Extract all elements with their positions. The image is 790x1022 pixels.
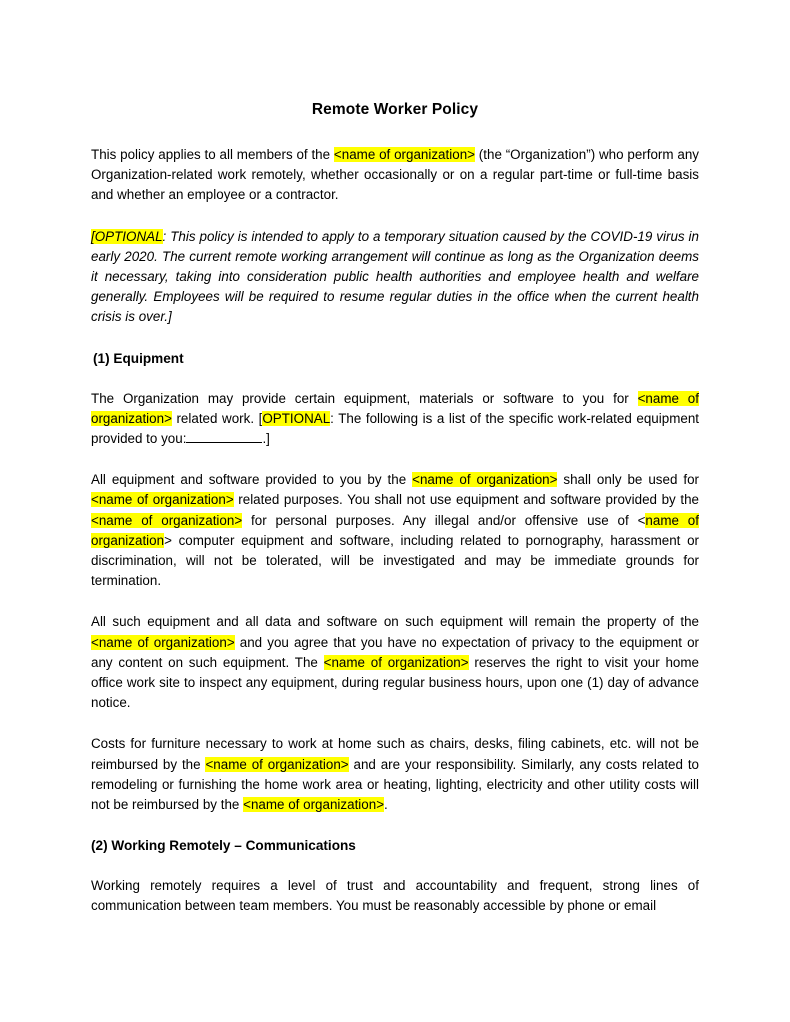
org-placeholder-highlight: <name of organization> xyxy=(91,512,243,528)
paragraph-equipment-property xyxy=(91,612,699,713)
org-placeholder-highlight: <name of organization> xyxy=(243,797,385,813)
equipment-use-part-2: shall only be used for xyxy=(557,472,699,488)
equipment-property-part-3: reserves the right to visit your home office work site to inspect any equipment, during regular business hours, upon one (1) day of advance notice. xyxy=(91,654,700,711)
org-placeholder-highlight: <name of organization> xyxy=(333,147,475,162)
org-placeholder-highlight: <name of organization> xyxy=(91,634,235,650)
paragraph-costs xyxy=(91,734,699,815)
paragraph-equipment-use xyxy=(91,470,699,591)
org-placeholder-highlight: <name of organization> xyxy=(323,654,469,670)
equipment-blank-fill-in-field[interactable] xyxy=(186,430,262,443)
costs-part-2: and are your responsibility. Similarly, any costs related to remodeling or furnishing the home work area or heating, lighting, electricity and other utility costs will not be reimbursed by the xyxy=(91,756,700,813)
intro-text-part-2: (the “Organization”) who perform any Organization-related work remotely, whether occasionally or on a regular part-time or full-time basis and whether an employee or a contractor. xyxy=(91,147,699,203)
org-placeholder-highlight: name of organization xyxy=(91,512,699,548)
equipment-use-part-4: for personal purposes. Any illegal and/or offensive use of < xyxy=(242,512,646,528)
equipment-use-part-3: related purposes. You shall not use equipment and software provided by the xyxy=(233,492,699,508)
equipment-intro-part-4: .] xyxy=(262,431,270,447)
costs-part-1: Costs for furniture necessary to work at home such as chairs, desks, filing cabinets, etc. will not be reimbursed by the xyxy=(91,736,699,772)
costs-part-3: . xyxy=(384,797,388,813)
heading-section-2-working-remotely-communications: (2) Working Remotely – Communications xyxy=(91,838,356,854)
equipment-use-part-5: > computer equipment and software, including related to pornography, harassment or discrimination, will not be tolerated, will be investigated and may be immediate grounds for termination. xyxy=(91,532,699,589)
paragraph-intro xyxy=(91,145,699,206)
equipment-property-part-1: All such equipment and all data and software on such equipment will remain the property of the xyxy=(91,614,699,630)
optional-tag-highlight: [OPTIONAL xyxy=(91,228,163,244)
org-placeholder-highlight: <name of organization> xyxy=(91,492,234,508)
paragraph-optional-covid xyxy=(91,227,699,328)
paragraph-equipment-intro xyxy=(91,389,699,450)
paragraph-communications-intro: Working remotely requires a level of trust and accountability and frequent, strong lines of communication between team members. You must be reasonably accessible by phone or email xyxy=(91,878,699,914)
equipment-intro-part-1: The Organization may provide certain equipment, materials or software to you for xyxy=(91,390,638,406)
org-placeholder-highlight: <name of organization> xyxy=(205,756,349,772)
equipment-intro-part-2: related work. [ xyxy=(171,410,263,426)
intro-text-part-1: This policy applies to all members of the xyxy=(91,147,334,162)
optional-covid-body: : This policy is intended to apply to a temporary situation caused by the COVID-19 virus in early 2020. The current remote working arrangement will continue as long as the Organization deems it necessary, taking into consideration public health authorities and employee health and welfare generally. Employees will be required to resume regular duties in the office when the current health crisis is over.] xyxy=(91,228,699,325)
equipment-intro-part-3: : The following is a list of the specific work-related equipment provided to you: xyxy=(91,410,700,447)
equipment-property-part-2: and you agree that you have no expectation of privacy to the equipment or any content on such equipment. The xyxy=(91,634,700,670)
optional-tag-highlight: OPTIONAL xyxy=(262,410,331,426)
org-placeholder-highlight: <name of organization> xyxy=(412,472,558,488)
document-body xyxy=(91,100,699,917)
heading-section-1-equipment: (1) Equipment xyxy=(93,350,184,366)
org-placeholder-highlight: <name of organization> xyxy=(91,390,699,426)
page-title: Remote Worker Policy xyxy=(311,101,479,118)
equipment-use-part-1: All equipment and software provided to you by the xyxy=(91,472,413,488)
